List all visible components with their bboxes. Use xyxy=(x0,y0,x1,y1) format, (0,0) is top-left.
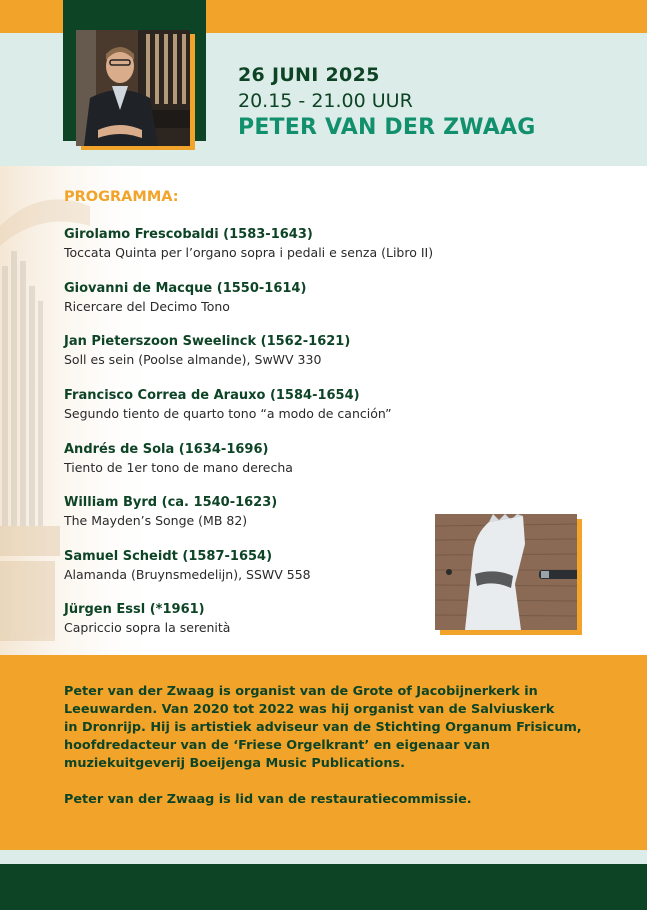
program-item xyxy=(64,280,306,316)
work-title: Toccata Quinta per l’organo sopra i pedali e senza (Libro II) xyxy=(64,245,434,260)
bio-membership: Peter van der Zwaag is lid van de restauratiecommissie. xyxy=(64,792,472,807)
bio-line: Peter van der Zwaag is organist van de Grote of Jacobijnerkerk in xyxy=(64,684,538,699)
work-title: Ricercare del Decimo Tono xyxy=(64,299,230,314)
work-title: Tiento de 1er tono de mano derecha xyxy=(64,460,293,475)
composer-name: Girolamo Frescobaldi (1583-1643) xyxy=(64,227,313,242)
bio-section xyxy=(0,655,647,850)
composer-name: Francisco Correa de Arauxo (1584-1654) xyxy=(64,388,360,403)
footer-dark-band xyxy=(0,864,647,910)
composer-name: William Byrd (ca. 1540-1623) xyxy=(64,495,278,510)
performer-photo xyxy=(76,30,190,146)
composer-name: Jan Pieterszoon Sweelinck (1562-1621) xyxy=(64,334,351,349)
composer-name: Giovanni de Macque (1550-1614) xyxy=(64,281,307,296)
program-item xyxy=(64,387,392,423)
concert-date: 26 JUNI 2025 xyxy=(238,64,380,86)
footer-light-band xyxy=(0,850,647,864)
bio-line: Leeuwarden. Van 2020 tot 2022 was hij organist van de Salviuskerk xyxy=(64,702,555,717)
work-title: Alamanda (Bruynsmedelijn), SSWV 558 xyxy=(64,567,311,582)
performer-name: PETER VAN DER ZWAAG xyxy=(238,115,536,140)
bio-line: muziekuitgeverij Boeijenga Music Publications. xyxy=(64,756,405,771)
bio-line: hoofdredacteur van de ‘Friese Orgelkrant’ en eigenaar van xyxy=(64,738,491,753)
program-heading: PROGRAMMA: xyxy=(64,189,179,205)
work-title: Segundo tiento de quarto tono “a modo de canción” xyxy=(64,406,392,421)
program-item xyxy=(64,226,433,262)
program-item xyxy=(64,494,277,530)
composer-name: Samuel Scheidt (1587-1654) xyxy=(64,549,273,564)
program-item xyxy=(64,441,293,477)
program-item xyxy=(64,601,230,637)
work-title: Soll es sein (Poolse almande), SwWV 330 xyxy=(64,352,322,367)
bio-line: in Dronrijp. Hij is artistiek adviseur van de Stichting Organum Frisicum, xyxy=(64,720,582,735)
work-title: Capriccio sopra la serenità xyxy=(64,620,231,635)
composer-name: Jürgen Essl (*1961) xyxy=(64,602,205,617)
program-item xyxy=(64,548,311,584)
work-title: The Mayden’s Songe (MB 82) xyxy=(64,513,248,528)
composer-name: Andrés de Sola (1634-1696) xyxy=(64,442,269,457)
program-item xyxy=(64,333,350,369)
concert-time: 20.15 - 21.00 UUR xyxy=(238,90,413,112)
object-photo xyxy=(435,514,577,630)
